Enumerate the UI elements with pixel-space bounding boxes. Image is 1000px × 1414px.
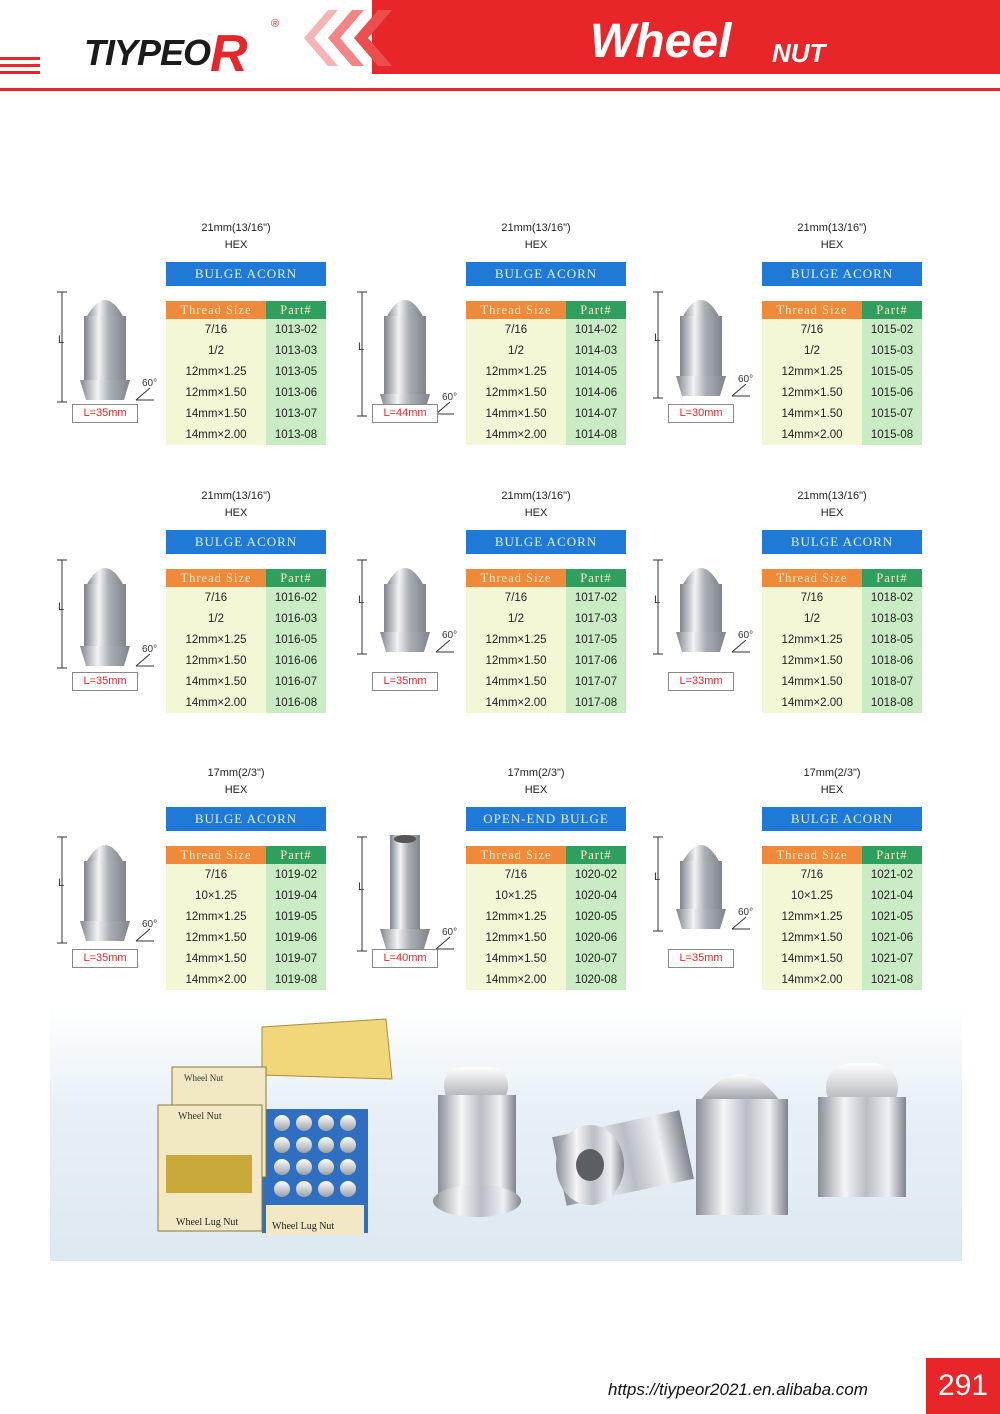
thread-size-cell: 14mm×2.00 bbox=[762, 692, 862, 713]
spec-row bbox=[466, 629, 626, 650]
part-number-cell: 1019-06 bbox=[266, 927, 326, 948]
part-number-cell: 1013-03 bbox=[266, 340, 326, 361]
length-dimension: L bbox=[654, 871, 661, 883]
nut-type-label: BULGE ACORN bbox=[762, 530, 922, 554]
spec-row bbox=[166, 424, 326, 445]
part-number-cell: 1015-02 bbox=[862, 319, 922, 340]
hex-size: 21mm(13/16") bbox=[201, 490, 271, 502]
part-number-cell: 1016-07 bbox=[266, 671, 326, 692]
spec-row bbox=[762, 340, 922, 361]
thread-size-cell: 10×1.25 bbox=[762, 885, 862, 906]
thread-size-cell: 14mm×1.50 bbox=[466, 948, 566, 969]
product-block bbox=[58, 220, 366, 460]
part-number-header: Part# bbox=[566, 569, 626, 587]
spec-row bbox=[466, 361, 626, 382]
spec-table bbox=[166, 301, 326, 445]
product-block bbox=[358, 765, 666, 1005]
angle-label: 60° bbox=[142, 644, 158, 655]
hex-label: HEX bbox=[224, 784, 248, 796]
thread-size-cell: 12mm×1.50 bbox=[466, 382, 566, 403]
thread-size-cell: 12mm×1.25 bbox=[166, 361, 266, 382]
part-number-cell: 1019-08 bbox=[266, 969, 326, 990]
part-number-cell: 1013-02 bbox=[266, 319, 326, 340]
page-title: Wheel bbox=[590, 15, 732, 68]
part-number-cell: 1015-07 bbox=[862, 403, 922, 424]
thread-size-cell: 1/2 bbox=[762, 608, 862, 629]
length-badge: L=35mm bbox=[668, 949, 734, 968]
angle-label: 60° bbox=[442, 630, 458, 641]
length-badge: L=33mm bbox=[668, 672, 734, 691]
spec-table bbox=[166, 846, 326, 990]
nut-type-label: BULGE ACORN bbox=[762, 807, 922, 831]
hex-label: HEX bbox=[524, 784, 548, 796]
nut-type-label: BULGE ACORN bbox=[466, 262, 626, 286]
spec-table bbox=[762, 569, 922, 713]
thread-size-header: Thread Size bbox=[166, 846, 266, 864]
header-rule bbox=[0, 88, 1000, 91]
length-dimension: L bbox=[58, 334, 65, 346]
thread-size-cell: 12mm×1.50 bbox=[762, 650, 862, 671]
length-badge: L=35mm bbox=[372, 672, 438, 691]
spec-row bbox=[466, 885, 626, 906]
thread-size-cell: 12mm×1.25 bbox=[762, 629, 862, 650]
part-number-cell: 1014-06 bbox=[566, 382, 626, 403]
spec-row bbox=[466, 864, 626, 885]
spec-row bbox=[466, 340, 626, 361]
product-block bbox=[654, 488, 962, 728]
spec-row bbox=[166, 340, 326, 361]
spec-row bbox=[762, 671, 922, 692]
spec-row bbox=[466, 692, 626, 713]
length-dimension: L bbox=[358, 594, 365, 606]
lug-nut-3 bbox=[696, 1074, 788, 1215]
length-badge: L=35mm bbox=[72, 949, 138, 968]
thread-size-cell: 7/16 bbox=[762, 587, 862, 608]
thread-size-cell: 14mm×2.00 bbox=[762, 424, 862, 445]
part-number-cell: 1013-05 bbox=[266, 361, 326, 382]
product-block bbox=[358, 488, 666, 728]
angle-label: 60° bbox=[442, 927, 458, 938]
thread-size-cell: 12mm×1.25 bbox=[166, 906, 266, 927]
hex-size: 21mm(13/16") bbox=[501, 222, 571, 234]
part-number-cell: 1021-06 bbox=[862, 927, 922, 948]
angle-label: 60° bbox=[142, 919, 158, 930]
spec-row bbox=[762, 906, 922, 927]
product-photo bbox=[50, 1005, 962, 1261]
thread-size-cell: 14mm×1.50 bbox=[166, 948, 266, 969]
part-number-cell: 1017-02 bbox=[566, 587, 626, 608]
part-number-cell: 1021-05 bbox=[862, 906, 922, 927]
thread-size-cell: 12mm×1.25 bbox=[762, 906, 862, 927]
spec-row bbox=[466, 969, 626, 990]
part-number-cell: 1013-06 bbox=[266, 382, 326, 403]
hex-size: 17mm(2/3") bbox=[207, 767, 265, 779]
spec-row bbox=[762, 864, 922, 885]
spec-table bbox=[762, 301, 922, 445]
angle-label: 60° bbox=[738, 907, 754, 918]
part-number-cell: 1013-07 bbox=[266, 403, 326, 424]
spec-row bbox=[762, 692, 922, 713]
spec-table bbox=[166, 569, 326, 713]
thread-size-cell: 7/16 bbox=[762, 864, 862, 885]
part-number-cell: 1019-05 bbox=[266, 906, 326, 927]
spec-row bbox=[762, 587, 922, 608]
part-number-cell: 1020-04 bbox=[566, 885, 626, 906]
part-number-cell: 1017-05 bbox=[566, 629, 626, 650]
nut-type-label: BULGE ACORN bbox=[166, 530, 326, 554]
thread-size-cell: 1/2 bbox=[466, 608, 566, 629]
thread-size-header: Thread Size bbox=[466, 301, 566, 319]
thread-size-cell: 7/16 bbox=[466, 587, 566, 608]
part-number-cell: 1016-05 bbox=[266, 629, 326, 650]
spec-row bbox=[166, 885, 326, 906]
thread-size-cell: 7/16 bbox=[166, 864, 266, 885]
thread-size-cell: 12mm×1.50 bbox=[762, 927, 862, 948]
spec-row bbox=[166, 319, 326, 340]
length-badge: L=30mm bbox=[668, 404, 734, 423]
length-dimension: L bbox=[58, 877, 65, 889]
part-number-header: Part# bbox=[266, 301, 326, 319]
spec-table bbox=[466, 569, 626, 713]
spec-row bbox=[166, 361, 326, 382]
part-number-cell: 1016-06 bbox=[266, 650, 326, 671]
nut-type-label: OPEN-END BULGE bbox=[466, 807, 626, 831]
part-number-cell: 1016-08 bbox=[266, 692, 326, 713]
nut-drawing bbox=[650, 286, 760, 422]
angle-label: 60° bbox=[738, 374, 754, 385]
thread-size-cell: 7/16 bbox=[166, 587, 266, 608]
thread-size-cell: 7/16 bbox=[466, 864, 566, 885]
part-number-cell: 1020-02 bbox=[566, 864, 626, 885]
hex-label: HEX bbox=[524, 507, 548, 519]
part-number-cell: 1018-05 bbox=[862, 629, 922, 650]
nut-type-label: BULGE ACORN bbox=[166, 262, 326, 286]
nut-type-label: BULGE ACORN bbox=[466, 530, 626, 554]
spec-row bbox=[762, 608, 922, 629]
spec-row bbox=[166, 692, 326, 713]
part-number-cell: 1017-03 bbox=[566, 608, 626, 629]
thread-size-cell: 10×1.25 bbox=[166, 885, 266, 906]
part-number-cell: 1015-03 bbox=[862, 340, 922, 361]
hex-size: 21mm(13/16") bbox=[797, 490, 867, 502]
thread-size-cell: 14mm×1.50 bbox=[762, 403, 862, 424]
spec-row bbox=[762, 361, 922, 382]
spec-row bbox=[466, 650, 626, 671]
part-number-cell: 1019-02 bbox=[266, 864, 326, 885]
spec-row bbox=[166, 382, 326, 403]
part-number-cell: 1018-08 bbox=[862, 692, 922, 713]
spec-row bbox=[166, 587, 326, 608]
spec-row bbox=[762, 403, 922, 424]
length-dimension: L bbox=[654, 594, 661, 606]
thread-size-cell: 1/2 bbox=[166, 608, 266, 629]
spec-row bbox=[762, 969, 922, 990]
product-block bbox=[58, 488, 366, 728]
spec-row bbox=[762, 424, 922, 445]
thread-size-cell: 14mm×1.50 bbox=[466, 671, 566, 692]
part-number-cell: 1017-07 bbox=[566, 671, 626, 692]
length-badge: L=35mm bbox=[72, 672, 138, 691]
part-number-header: Part# bbox=[266, 846, 326, 864]
length-dimension: L bbox=[58, 601, 65, 613]
angle-label: 60° bbox=[738, 630, 754, 641]
hex-size: 21mm(13/16") bbox=[501, 490, 571, 502]
thread-size-cell: 14mm×2.00 bbox=[466, 692, 566, 713]
spec-row bbox=[166, 969, 326, 990]
part-number-cell: 1015-08 bbox=[862, 424, 922, 445]
spec-row bbox=[166, 864, 326, 885]
spec-row bbox=[466, 587, 626, 608]
thread-size-cell: 12mm×1.25 bbox=[466, 629, 566, 650]
length-dimension: L bbox=[358, 341, 365, 353]
part-number-header: Part# bbox=[862, 301, 922, 319]
hex-label: HEX bbox=[224, 239, 248, 251]
part-number-cell: 1020-08 bbox=[566, 969, 626, 990]
part-number-header: Part# bbox=[862, 846, 922, 864]
lug-nut-1 bbox=[433, 1067, 521, 1217]
part-number-cell: 1018-03 bbox=[862, 608, 922, 629]
spec-row bbox=[466, 906, 626, 927]
thread-size-cell: 12mm×1.25 bbox=[466, 361, 566, 382]
thread-size-cell: 14mm×2.00 bbox=[166, 692, 266, 713]
part-number-cell: 1021-02 bbox=[862, 864, 922, 885]
chevron-arrows-icon bbox=[298, 2, 418, 74]
spec-row bbox=[466, 424, 626, 445]
box-label-2: Wheel Lug Nut bbox=[272, 1221, 335, 1232]
brand-logo: TIYPEOR bbox=[84, 25, 247, 83]
nut-type-label: BULGE ACORN bbox=[762, 262, 922, 286]
footer-url[interactable]: https://tiypeor2021.en.alibaba.com bbox=[608, 1380, 868, 1399]
spec-table bbox=[762, 846, 922, 990]
thread-size-cell: 12mm×1.50 bbox=[466, 927, 566, 948]
part-number-cell: 1014-02 bbox=[566, 319, 626, 340]
part-number-cell: 1019-07 bbox=[266, 948, 326, 969]
thread-size-cell: 12mm×1.25 bbox=[466, 906, 566, 927]
nut-type-label: BULGE ACORN bbox=[166, 807, 326, 831]
thread-size-cell: 12mm×1.50 bbox=[466, 650, 566, 671]
thread-size-cell: 7/16 bbox=[762, 319, 862, 340]
thread-size-cell: 12mm×1.50 bbox=[166, 382, 266, 403]
thread-size-header: Thread Size bbox=[466, 846, 566, 864]
thread-size-header: Thread Size bbox=[166, 569, 266, 587]
thread-size-cell: 12mm×1.25 bbox=[762, 361, 862, 382]
part-number-header: Part# bbox=[566, 846, 626, 864]
part-number-cell: 1013-08 bbox=[266, 424, 326, 445]
part-number-cell: 1017-06 bbox=[566, 650, 626, 671]
box-top-text-2: Wheel Nut bbox=[178, 1111, 222, 1122]
thread-size-cell: 10×1.25 bbox=[466, 885, 566, 906]
spec-row bbox=[166, 671, 326, 692]
spec-table bbox=[466, 301, 626, 445]
thread-size-cell: 1/2 bbox=[166, 340, 266, 361]
spec-row bbox=[466, 948, 626, 969]
thread-size-cell: 12mm×1.50 bbox=[166, 927, 266, 948]
hex-size: 17mm(2/3") bbox=[507, 767, 565, 779]
part-number-cell: 1014-03 bbox=[566, 340, 626, 361]
length-dimension: L bbox=[358, 881, 365, 893]
part-number-cell: 1014-08 bbox=[566, 424, 626, 445]
registered-mark: ® bbox=[271, 18, 280, 30]
spec-row bbox=[466, 927, 626, 948]
thread-size-header: Thread Size bbox=[466, 569, 566, 587]
thread-size-cell: 1/2 bbox=[762, 340, 862, 361]
part-number-cell: 1015-05 bbox=[862, 361, 922, 382]
part-number-cell: 1014-07 bbox=[566, 403, 626, 424]
hex-label: HEX bbox=[820, 507, 844, 519]
thread-size-cell: 12mm×1.50 bbox=[762, 382, 862, 403]
product-block bbox=[58, 765, 366, 1005]
box-label: Wheel Lug Nut bbox=[176, 1217, 239, 1228]
part-number-cell: 1018-06 bbox=[862, 650, 922, 671]
part-number-cell: 1018-07 bbox=[862, 671, 922, 692]
thread-size-header: Thread Size bbox=[762, 569, 862, 587]
spec-row bbox=[762, 319, 922, 340]
length-badge: L=44mm bbox=[372, 404, 438, 423]
hex-size: 21mm(13/16") bbox=[201, 222, 271, 234]
thread-size-cell: 12mm×1.25 bbox=[166, 629, 266, 650]
spec-row bbox=[166, 608, 326, 629]
part-number-cell: 1020-05 bbox=[566, 906, 626, 927]
part-number-cell: 1015-06 bbox=[862, 382, 922, 403]
page-number: 291 bbox=[926, 1358, 1000, 1414]
part-number-cell: 1021-08 bbox=[862, 969, 922, 990]
nut-drawing bbox=[54, 831, 164, 967]
product-block bbox=[654, 220, 962, 460]
hex-size: 21mm(13/16") bbox=[797, 222, 867, 234]
part-number-header: Part# bbox=[566, 301, 626, 319]
spec-row bbox=[166, 629, 326, 650]
nut-drawing bbox=[650, 831, 760, 955]
spec-row bbox=[762, 650, 922, 671]
thread-size-header: Thread Size bbox=[166, 301, 266, 319]
spec-row bbox=[466, 671, 626, 692]
box-top-text: Wheel Nut bbox=[184, 1073, 224, 1083]
hex-label: HEX bbox=[524, 239, 548, 251]
spec-row bbox=[466, 319, 626, 340]
part-number-cell: 1021-04 bbox=[862, 885, 922, 906]
spec-row bbox=[466, 382, 626, 403]
part-number-cell: 1017-08 bbox=[566, 692, 626, 713]
spec-row bbox=[166, 650, 326, 671]
thread-size-cell: 14mm×1.50 bbox=[166, 671, 266, 692]
part-number-header: Part# bbox=[266, 569, 326, 587]
hex-label: HEX bbox=[820, 239, 844, 251]
thread-size-cell: 14mm×1.50 bbox=[762, 671, 862, 692]
spec-row bbox=[166, 927, 326, 948]
angle-label: 60° bbox=[142, 378, 158, 389]
spec-row bbox=[762, 382, 922, 403]
nut-drawing bbox=[650, 554, 760, 678]
spec-row bbox=[466, 608, 626, 629]
hex-label: HEX bbox=[820, 784, 844, 796]
part-number-cell: 1014-05 bbox=[566, 361, 626, 382]
header-stripes bbox=[0, 57, 40, 78]
angle-label: 60° bbox=[442, 392, 458, 403]
product-photo-drawing bbox=[50, 1005, 962, 1261]
part-number-cell: 1016-02 bbox=[266, 587, 326, 608]
product-block bbox=[654, 765, 962, 1005]
length-dimension: L bbox=[654, 332, 661, 344]
thread-size-cell: 7/16 bbox=[466, 319, 566, 340]
thread-size-cell: 14mm×2.00 bbox=[166, 424, 266, 445]
thread-size-cell: 12mm×1.50 bbox=[166, 650, 266, 671]
lug-nut-4 bbox=[818, 1063, 906, 1197]
spec-row bbox=[762, 629, 922, 650]
spec-row bbox=[762, 927, 922, 948]
thread-size-cell: 7/16 bbox=[166, 319, 266, 340]
product-block bbox=[358, 220, 666, 460]
lug-nut-open-end bbox=[552, 1110, 694, 1205]
part-number-cell: 1018-02 bbox=[862, 587, 922, 608]
length-badge: L=35mm bbox=[72, 404, 138, 423]
thread-size-cell: 14mm×1.50 bbox=[762, 948, 862, 969]
thread-size-cell: 1/2 bbox=[466, 340, 566, 361]
nut-drawing bbox=[354, 554, 464, 678]
thread-size-header: Thread Size bbox=[762, 301, 862, 319]
hex-size: 17mm(2/3") bbox=[803, 767, 861, 779]
part-number-cell: 1021-07 bbox=[862, 948, 922, 969]
hex-label: HEX bbox=[224, 507, 248, 519]
thread-size-cell: 14mm×2.00 bbox=[466, 424, 566, 445]
length-badge: L=40mm bbox=[372, 949, 438, 968]
thread-size-cell: 14mm×2.00 bbox=[466, 969, 566, 990]
spec-row bbox=[166, 403, 326, 424]
thread-size-cell: 14mm×2.00 bbox=[166, 969, 266, 990]
part-number-cell: 1016-03 bbox=[266, 608, 326, 629]
part-number-cell: 1020-06 bbox=[566, 927, 626, 948]
part-number-cell: 1020-07 bbox=[566, 948, 626, 969]
thread-size-cell: 14mm×1.50 bbox=[166, 403, 266, 424]
spec-row bbox=[466, 403, 626, 424]
thread-size-cell: 14mm×1.50 bbox=[466, 403, 566, 424]
part-number-cell: 1019-04 bbox=[266, 885, 326, 906]
page-subtitle: NUT bbox=[772, 38, 826, 68]
spec-row bbox=[762, 948, 922, 969]
part-number-header: Part# bbox=[862, 569, 922, 587]
spec-row bbox=[166, 948, 326, 969]
thread-size-cell: 14mm×2.00 bbox=[762, 969, 862, 990]
spec-row bbox=[166, 906, 326, 927]
thread-size-header: Thread Size bbox=[762, 846, 862, 864]
spec-table bbox=[466, 846, 626, 990]
spec-row bbox=[762, 885, 922, 906]
